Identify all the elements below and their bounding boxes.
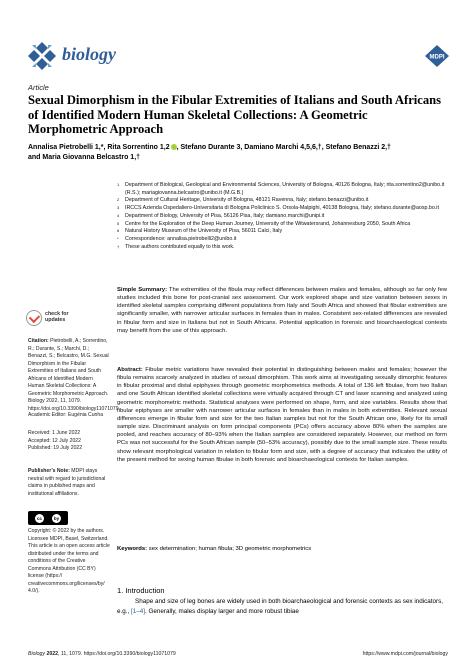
article-type: Article <box>28 83 49 92</box>
affiliation-item: 5 Centre for the Exploration of the Deep Human Journey, University of the Witwatersrand, Johannesburg 2050, South Africa <box>117 220 411 227</box>
cc-license-badge[interactable] <box>28 511 68 525</box>
accepted-date: Accepted: 12 July 2022 <box>28 437 81 444</box>
affiliation-item: * Correspondence: annalisa.pietrobelli2@unibo.it <box>117 235 237 242</box>
abstract-text: Fibular metric variations have revealed their potential in distinguishing between males and females; however the fibula remains scarcely analyzed in studies of sexual dimorphism. This work aims at investigating sexually dimorphic features in fibular proximal and distal epiphyses through geometric morphometrics methods. A total of 136 left fibulae, from two Italian and one South African identified skeletal collections were virtually acquired through CT and laser scanning and analyzed using geometric morphometric methods. Statistical analyses were performed on shape, form, and size variables. Results show that fibular epiphyses are smaller with narrower articular surfaces in females than in males in both extremities. Relevant sexual differences emerge in fibular form and size for the two Italian samples but not for the South African one, likely for its small sample size. Discriminant analysis on form principal components (PCs) offers accuracy above 80% when the samples are pooled, and reaches accuracy of 80–93% when the Italian samples are considered separately. However, our method on form PCs was not successful for the South African sample (50–53% accuracy), possibly due to the small sample size. These results show relevant morphological variation in relation to fibular form and size, with a degree of accuracy that indicates the utility of the present method for sexing human fibulae in both forensic and bioarchaeological contexts for Italian samples. <box>117 367 447 463</box>
authors-line1-rest: , Stefano Durante 3, Damiano Marchi 4,5,6,†, Stefano Benazzi 2,† <box>176 144 391 151</box>
citation-block: Citation: Pietrobelli, A.; Sorrentino, R.; Durante, S.; Marchi, D.; Benazzi, S.; Belcastro, M.G. Sexual Dimorphism in the Fibular Extremities of Italians and South Africans of Identified Modern Human Skeletal Collections: A Geometric Morphometric Approach. Biology 2022, 11, 1079. https://doi.org/10.3390/biology11071079 <box>28 338 119 412</box>
affiliation-item: † These authors contributed equally to this work. <box>117 243 235 250</box>
simple-summary-text: The extremities of the fibula may reflect differences between males and females, although so far only few studies included this bone for post-cranial sex assessment. Our work explored shape and size variation between sexes in identified skeletal samples comprising different populations from Italy and South Africa and showed that fibular extremities are significantly smaller, with narrower articular surfaces in females than in males. Consistent sex-related differences are revealed in fibular form and size in Italians but not in South Africans. Potential application in forensic and bioarchaeological contexts may benefit from the use of this approach. <box>117 287 447 334</box>
reference-link[interactable]: [1–4] <box>131 607 146 615</box>
publication-dates <box>28 430 110 453</box>
authors-line2: and Maria Giovanna Belcastro 1,† <box>28 154 141 161</box>
affiliation-item: 2 Department of Cultural Heritage, University of Bologna, 48121 Ravenna, Italy; stefano.benazzi@unibo.it <box>117 197 369 204</box>
journal-name: biology <box>62 44 116 64</box>
affiliation-item: 3 IRCCS Azienda Ospedaliero-Universitaria di Bologna Policlinico S. Orsola-Malpighi, 40138 Bologna, Italy; stefano.durante@aosp.bo.it <box>117 205 439 212</box>
abstract-label: Abstract: <box>117 367 143 373</box>
copyright-notice: Copyright: © 2022 by the authors. Licensee MDPI, Basel, Switzerland. This article is an open access article distributed under the terms and conditions of the Creative Commons Attribution (CC BY) license (https:// creativecommons.org/licenses/by/ 4.0/). <box>28 528 110 594</box>
journal-header <box>26 40 450 74</box>
footer-citation: Biology 2022, 11, 1079. https://doi.org/10.3390/biology11071079 <box>28 651 176 657</box>
check-for-updates-button[interactable]: check for updates <box>26 310 86 328</box>
mdpi-logo-icon <box>424 44 450 68</box>
checkmark-icon <box>26 310 42 326</box>
footer-journal-link[interactable]: https://www.mdpi.com/journal/biology <box>362 651 448 657</box>
publisher-note: Publisher’s Note: MDPI stays neutral with regard to jurisdictional claims in published maps and institutional affiliations. <box>28 468 106 497</box>
keywords-label: Keywords: <box>117 546 148 552</box>
keywords-text: sex determination; human fibula; 3D geometric morphometrics <box>147 546 312 552</box>
intro-paragraph: Shape and size of leg bones are widely used in both bioarchaeological and forensic contexts as sex indicators, e.g., [1–4]. Generally, males display larger and more robust tibiae <box>117 598 444 615</box>
attribution-icon: by <box>53 515 60 521</box>
affiliation-list <box>117 182 447 251</box>
journal-logo-icon <box>26 40 58 72</box>
simple-summary <box>117 286 447 335</box>
affiliation-item: 4 Department of Biology, University of Pisa, 56126 Pisa, Italy; damiano.marchi@unipi.it <box>117 212 325 219</box>
section-heading: 1. Introduction <box>117 586 165 595</box>
mdpi-logo-text: MDPI <box>429 54 445 61</box>
article-title: Sexual Dimorphism in the Fibular Extremities of Italians and South Africans of Identified Modern Human Skeletal Collections: A Geometric Morphometric Approach <box>28 93 442 137</box>
academic-editor: Academic Editor: Eugénia Cunha <box>28 412 104 418</box>
published-date: Published: 19 July 2022 <box>28 445 83 451</box>
received-date: Received: 1 June 2022 <box>28 430 81 436</box>
cc-icon: cc <box>36 515 42 521</box>
authors-line1: Annalisa Pietrobelli 1,*, Rita Sorrentino 1,2 <box>28 144 170 151</box>
simple-summary-label: Simple Summary: <box>117 287 168 293</box>
affiliation-item: 6 Natural History Museum of the University of Pisa, 56011 Calci, Italy <box>117 228 283 235</box>
keywords <box>117 546 447 552</box>
author-list <box>28 143 448 163</box>
affiliation-item: 1 Department of Biological, Geological and Environmental Sciences, University of Bologna, 40126 Bologna, Italy; rita.sorrentino2@unibo.it (R.S.); mariagiovanna.belcastro@unibo.it (M.G.B.) <box>117 182 445 196</box>
abstract <box>117 366 447 464</box>
